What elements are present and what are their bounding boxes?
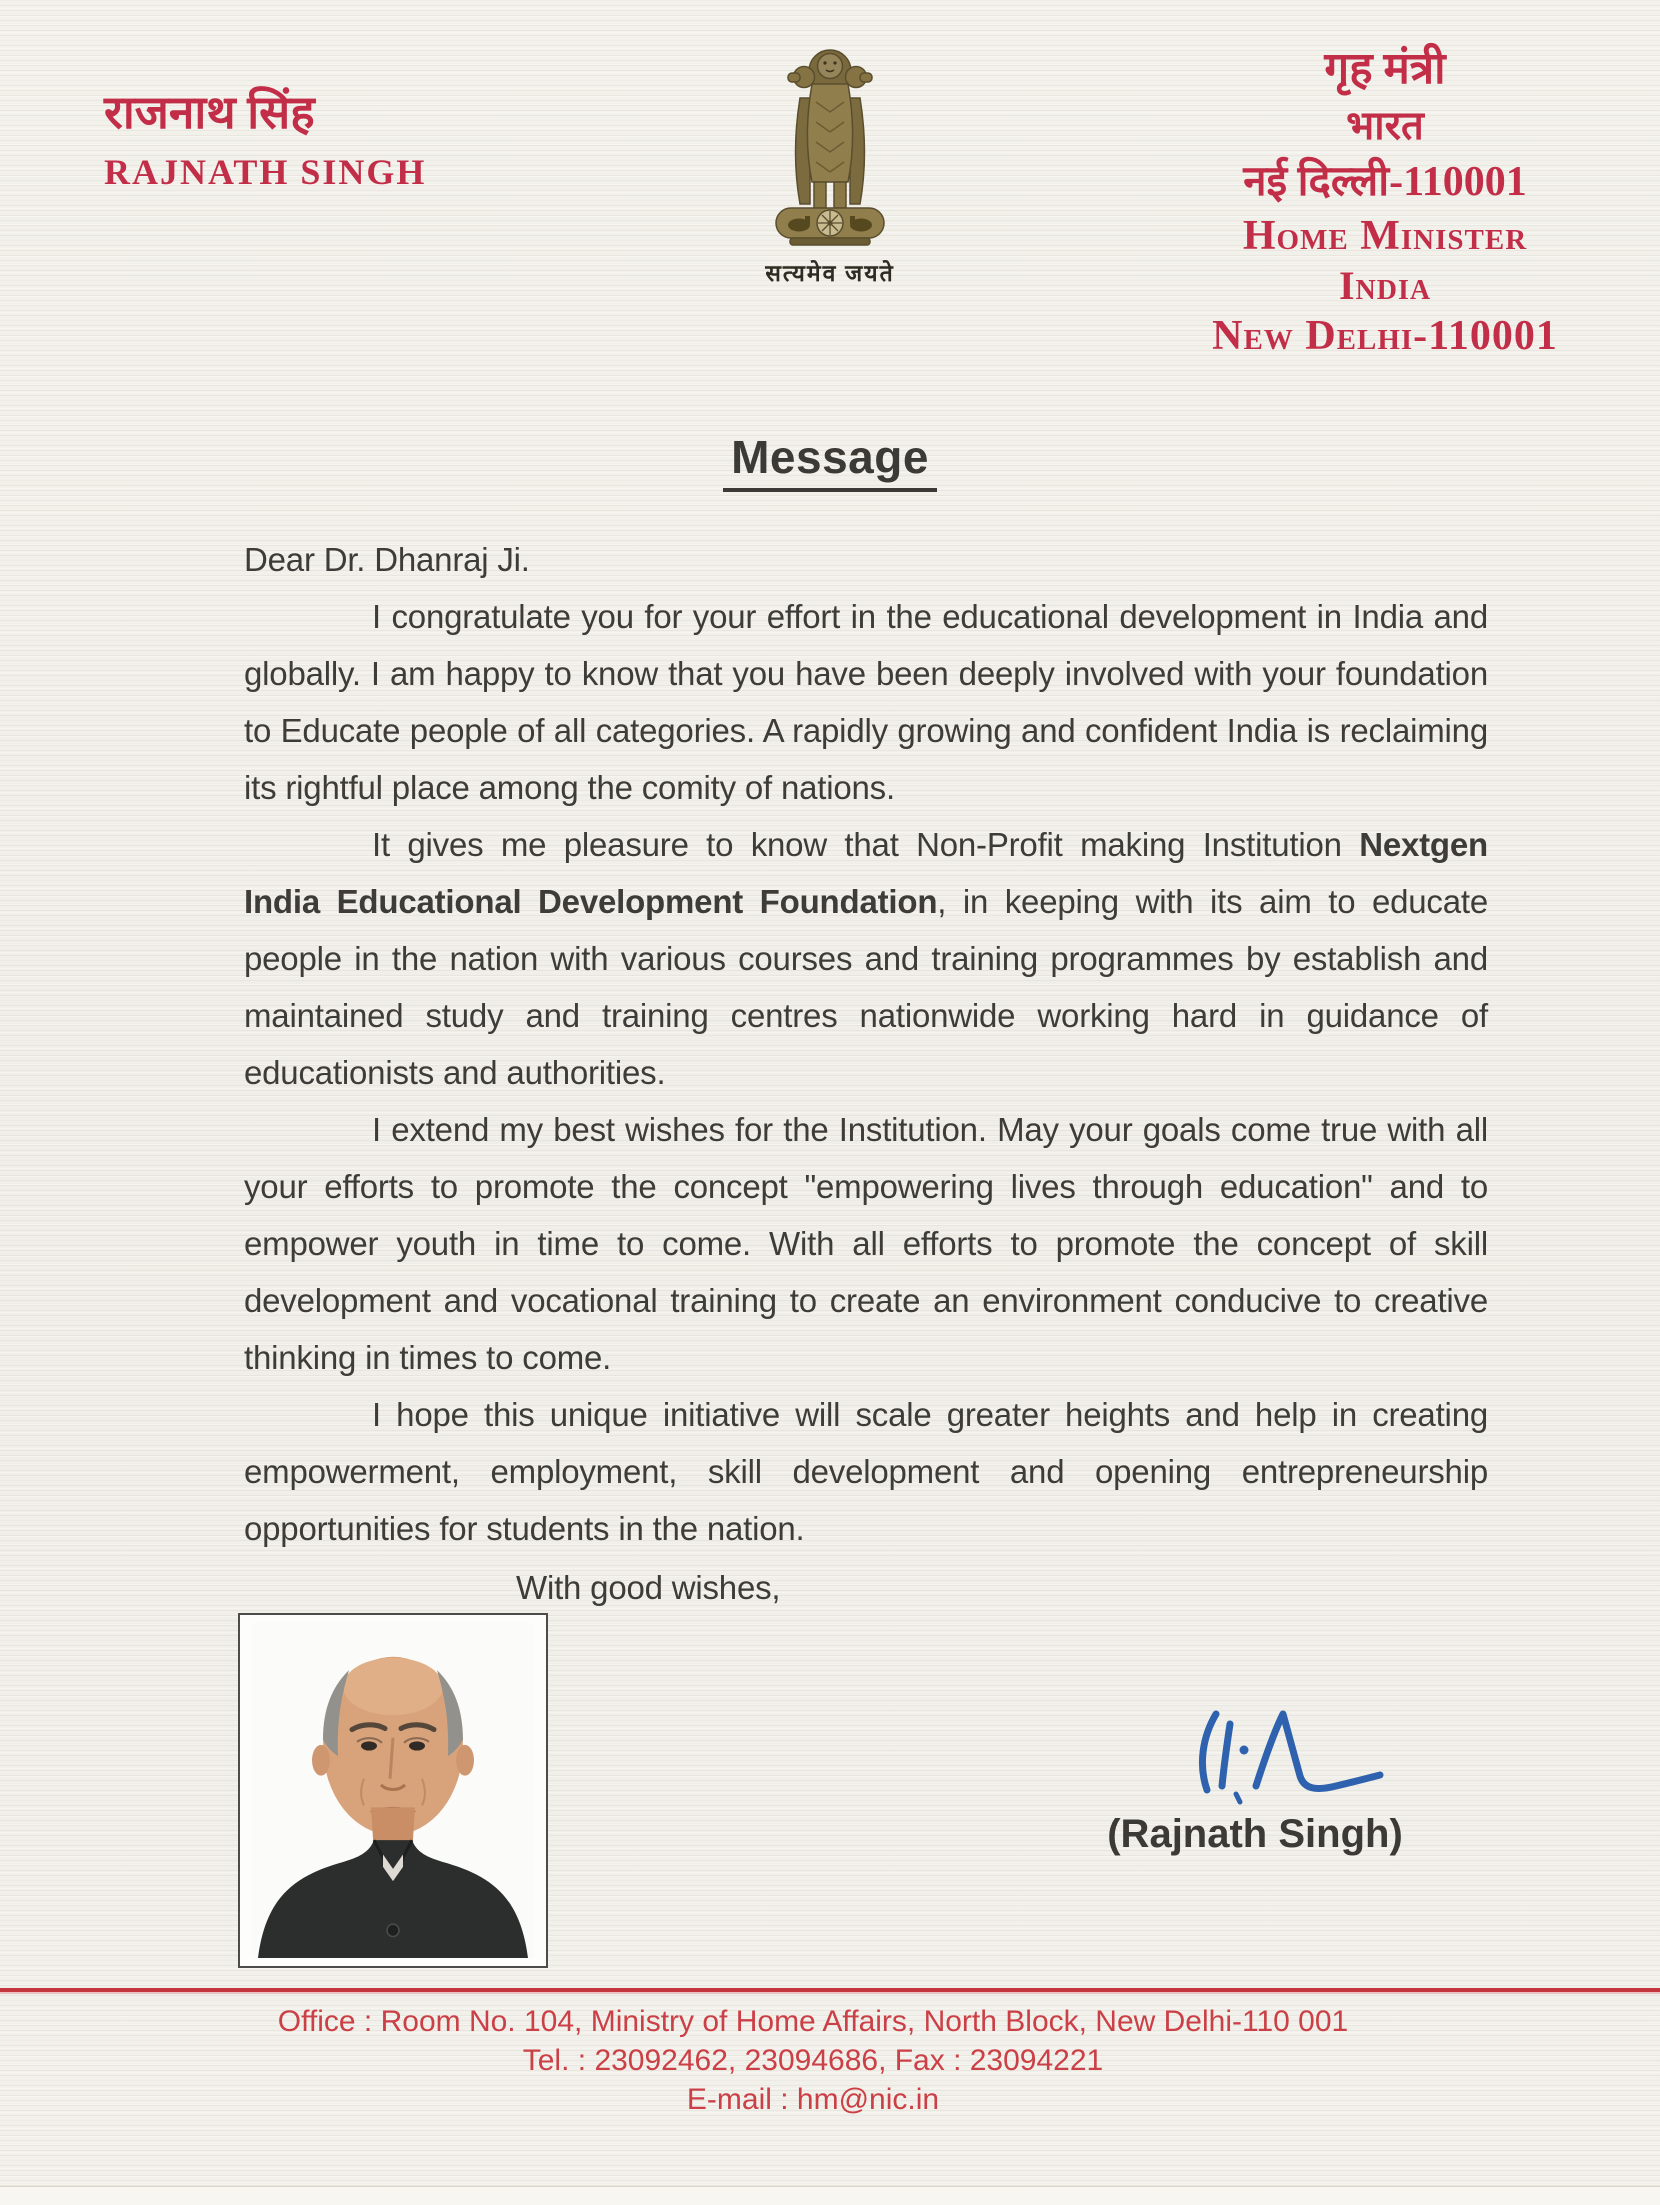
- foundation-name: Nextgen India Educational Development Foundation: [244, 826, 1488, 920]
- footer-divider: [0, 1988, 1660, 1992]
- footer-office-address: Office : Room No. 104, Ministry of Home Affairs, North Block, New Delhi-110 001: [277, 2005, 1349, 2038]
- city-hindi: नई दिल्ली-110001: [1243, 159, 1527, 205]
- title-row: [0, 430, 1660, 492]
- country-hindi: भारत: [1346, 103, 1424, 148]
- signature-block: [1176, 1698, 1390, 1816]
- page-title: Message: [723, 430, 937, 492]
- handwritten-signature-icon: [1176, 1698, 1390, 1816]
- paragraph-2-rest: , in keeping with its aim to educate people in the nation with various courses and training programmes by establish and maintained study and training centres nationwide working hard in guidance of educationists and authorities.: [244, 883, 1489, 1091]
- sender-name-english: RAJNATH SINGH: [104, 152, 427, 192]
- country-english: India: [1338, 263, 1432, 308]
- sender-name-block: [104, 82, 426, 194]
- ashoka-lion-capital-icon: [764, 40, 896, 252]
- portrait-rajnath-singh-icon: [252, 1623, 534, 1958]
- office-address-block: [1195, 40, 1575, 361]
- paragraph-2: [244, 816, 1488, 1101]
- signatory-name: (Rajnath Singh): [1107, 1812, 1403, 1856]
- paragraph-3: I extend my best wishes for the Institution. May your goals come true with all your efforts to promote the concept "empowering lives through education" and to empower youth in time to come. With all efforts to promote the concept of skill development and vocational training to create an environment conducive to creative thinking in times to come.: [244, 1111, 1488, 1376]
- city-english: New Delhi-110001: [1212, 313, 1558, 359]
- footer-contact-block: [0, 2002, 1626, 2119]
- national-emblem-block: [755, 40, 905, 288]
- paragraph-1: I congratulate you for your effort in the educational development in India and globally. I am happy to know that you have been deeply involved with your foundation to Educate people of all categories. A rapidly growing and confident India is reclaiming its rightful place among the comity of nations.: [244, 598, 1488, 806]
- emblem-motto: सत्यमेव जयते: [765, 261, 895, 286]
- office-title-hindi: गृह मंत्री: [1324, 44, 1446, 93]
- sender-name-hindi: राजनाथ सिंह: [104, 87, 315, 138]
- closing-line: With good wishes,: [516, 1569, 781, 1606]
- salutation: Dear Dr. Dhanraj Ji.: [244, 541, 530, 578]
- letter-body: [244, 531, 1488, 1616]
- paragraph-2-lead: It gives me pleasure to know that Non-Profit making Institution: [372, 826, 1360, 863]
- paragraph-4: I hope this unique initiative will scale greater heights and help in creating empowerment, employment, skill development and opening entrepreneurship opportunities for students in the nation.: [244, 1396, 1488, 1547]
- footer-telephone: Tel. : 23092462, 23094686, Fax : 23094221: [522, 2044, 1104, 2077]
- office-title-english: Home Minister: [1242, 213, 1528, 259]
- portrait-photo: [238, 1613, 548, 1968]
- footer-email: E-mail : hm@nic.in: [686, 2083, 940, 2116]
- scan-edge: [0, 2186, 1660, 2205]
